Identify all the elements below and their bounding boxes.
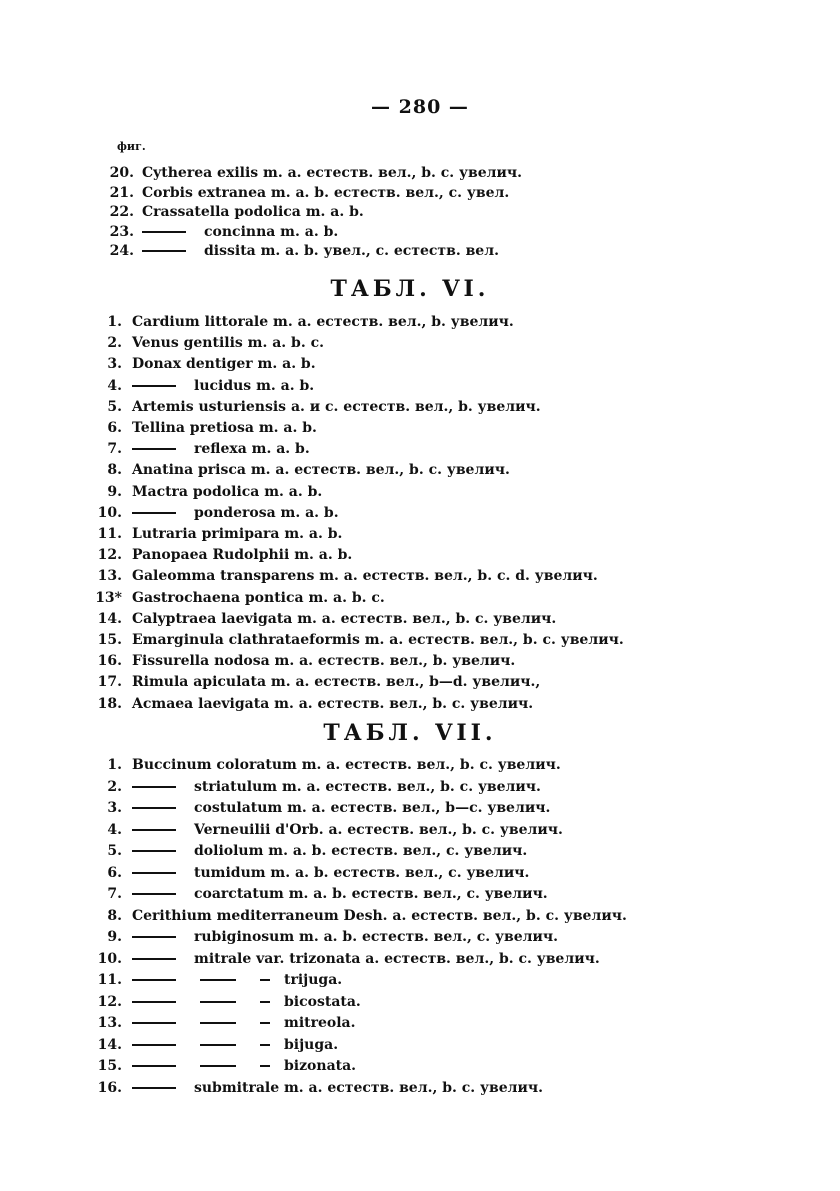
ditto-dash <box>132 1065 176 1067</box>
ditto-dash <box>132 512 176 514</box>
item-text: ponderosa m. a. b. <box>194 504 339 521</box>
page-number: — 280 — <box>371 96 469 118</box>
item-number: 4. <box>107 821 122 838</box>
item-number: 5. <box>107 398 122 415</box>
ditto-dash <box>132 807 176 809</box>
item-text: Gastrochaena pontica m. a. b. c. <box>132 589 385 606</box>
item-text: Verneuilii d'Orb. a. естеств. вел., b. c. увелич. <box>194 821 563 838</box>
item-text: Calyptraea laevigata m. a. естеств. вел., b. c. увелич. <box>132 610 557 627</box>
item-number: 6. <box>107 420 122 436</box>
item-text: tumidum m. a. b. естеств. вел., c. увелич. <box>194 864 530 881</box>
item-text: Cytherea exilis m. a. естеств. вел., b. c. увелич. <box>142 165 523 181</box>
item-number: 16. <box>97 1079 122 1096</box>
item-text: costulatum m. a. естеств. вел., b—c. увелич. <box>194 800 551 816</box>
ditto-dash <box>260 979 270 981</box>
item-number: 15. <box>97 1058 122 1074</box>
item-text: Anatina prisca m. a. естеств. вел., b. c. увелич. <box>132 462 510 479</box>
ditto-dash <box>132 979 176 981</box>
ditto-dash <box>132 829 176 831</box>
item-text: Cardium littorale m. a. естеств. вел., b. увелич. <box>132 314 514 330</box>
item-number: 23. <box>109 223 134 240</box>
ditto-dash <box>142 250 186 252</box>
item-text: trijuga. <box>284 972 343 988</box>
item-number: 22. <box>109 204 134 220</box>
item-text: rubiginosum m. a. b. естеств. вел., c. увелич. <box>194 929 559 945</box>
item-number: 4. <box>107 377 122 394</box>
item-number: 10. <box>97 504 122 521</box>
item-number: 9. <box>107 929 122 945</box>
item-number: 1. <box>107 757 122 773</box>
item-number: 3. <box>107 800 122 816</box>
ditto-dash <box>132 958 176 960</box>
item-number: 11. <box>97 972 122 988</box>
item-number: 2. <box>107 778 122 795</box>
item-text: Rimula apiculata m. a. естеств. вел., b—d. увелич., <box>132 674 541 691</box>
item-number: 12. <box>97 547 122 564</box>
item-number: 9. <box>107 483 122 500</box>
item-number: 11. <box>97 526 122 542</box>
ditto-dash <box>200 1001 236 1003</box>
item-number: 5. <box>107 843 122 859</box>
item-number: 12. <box>97 993 122 1010</box>
item-text: Cerithium mediterraneum Desh. a. естеств. вел., b. c. увелич. <box>132 907 627 924</box>
item-number: 18. <box>97 695 122 712</box>
ditto-dash <box>132 850 176 852</box>
ditto-dash <box>132 1001 176 1003</box>
ditto-dash <box>142 231 186 233</box>
item-text: lucidus m. a. b. <box>194 377 315 394</box>
item-number: 10. <box>97 950 122 967</box>
ditto-dash <box>132 1087 176 1089</box>
item-number: 13. <box>97 568 122 585</box>
item-number: 8. <box>107 462 122 479</box>
item-text: mitreola. <box>284 1015 356 1031</box>
ditto-dash <box>132 872 176 874</box>
item-number: 20. <box>109 165 134 181</box>
item-text: Tellina pretiosa m. a. b. <box>132 420 317 436</box>
ditto-dash <box>132 1044 176 1046</box>
item-number: 15. <box>97 632 122 648</box>
item-text: Galeomma transparens m. a. естеств. вел., b. c. d. увелич. <box>132 568 598 585</box>
item-text: Venus gentilis m. a. b. c. <box>132 335 324 352</box>
item-text: Buccinum coloratum m. a. естеств. вел., b. c. увелич. <box>132 757 561 773</box>
ditto-dash <box>260 1022 270 1024</box>
item-text: Panopaea Rudolphii m. a. b. <box>132 547 353 564</box>
item-text: Crassatella podolica m. a. b. <box>142 204 364 220</box>
item-text: Artemis usturiensis a. и c. естеств. вел., b. увелич. <box>132 398 541 415</box>
item-text: mitrale var. trizonata a. естеств. вел., b. c. увелич. <box>194 950 600 967</box>
item-number: 13* <box>95 589 122 606</box>
item-number: 6. <box>107 864 122 881</box>
item-text: Lutraria primipara m. a. b. <box>132 526 343 542</box>
item-number: 2. <box>107 335 122 352</box>
item-text: bijuga. <box>284 1036 339 1053</box>
item-number: 16. <box>97 653 122 670</box>
item-text: striatulum m. a. естеств. вел., b. c. увелич. <box>194 778 541 795</box>
item-text: doliolum m. a. b. естеств. вел., c. увелич. <box>194 843 528 859</box>
item-number: 14. <box>97 1036 122 1053</box>
item-text: Donax dentiger m. a. b. <box>132 356 316 373</box>
ditto-dash <box>260 1065 270 1067</box>
ditto-dash <box>200 979 236 981</box>
ditto-dash <box>132 1022 176 1024</box>
item-number: 21. <box>109 184 134 201</box>
ditto-dash <box>200 1044 236 1046</box>
item-number: 13. <box>97 1015 122 1031</box>
item-text: reflexa m. a. b. <box>194 441 310 458</box>
ditto-dash <box>132 936 176 938</box>
item-number: 24. <box>109 243 134 259</box>
section-title-6: ТАБЛ. VI. <box>330 276 490 302</box>
item-text: Emarginula clathrataeformis m. a. естеств. вел., b. c. увелич. <box>132 632 624 648</box>
item-text: concinna m. a. b. <box>204 223 339 240</box>
figure-label: фиг. <box>117 140 146 153</box>
item-number: 14. <box>97 610 122 627</box>
item-text: coarctatum m. a. b. естеств. вел., c. увелич. <box>194 886 548 902</box>
item-text: bicostata. <box>284 993 361 1010</box>
item-number: 17. <box>97 674 122 691</box>
item-number: 7. <box>107 441 122 458</box>
ditto-dash <box>132 448 176 450</box>
item-text: dissita m. a. b. увел., c. естеств. вел. <box>204 243 499 259</box>
item-text: submitrale m. a. естеств. вел., b. c. увелич. <box>194 1079 543 1096</box>
item-text: Fissurella nodosa m. a. естеств. вел., b. увелич. <box>132 653 516 670</box>
item-number: 1. <box>107 314 122 330</box>
section-title-7: ТАБЛ. VII. <box>323 720 497 746</box>
ditto-dash <box>200 1065 236 1067</box>
item-text: Acmaea laevigata m. a. естеств. вел., b. c. увелич. <box>132 695 534 712</box>
ditto-dash <box>132 893 176 895</box>
ditto-dash <box>200 1022 236 1024</box>
ditto-dash <box>260 1001 270 1003</box>
ditto-dash <box>132 385 176 387</box>
item-text: Mactra podolica m. a. b. <box>132 483 323 500</box>
item-text: Corbis extranea m. a. b. естеств. вел., c. увел. <box>142 184 510 201</box>
ditto-dash <box>132 786 176 788</box>
item-number: 8. <box>107 907 122 924</box>
ditto-dash <box>260 1044 270 1046</box>
item-number: 3. <box>107 356 122 373</box>
item-number: 7. <box>107 886 122 902</box>
item-text: bizonata. <box>284 1058 357 1074</box>
